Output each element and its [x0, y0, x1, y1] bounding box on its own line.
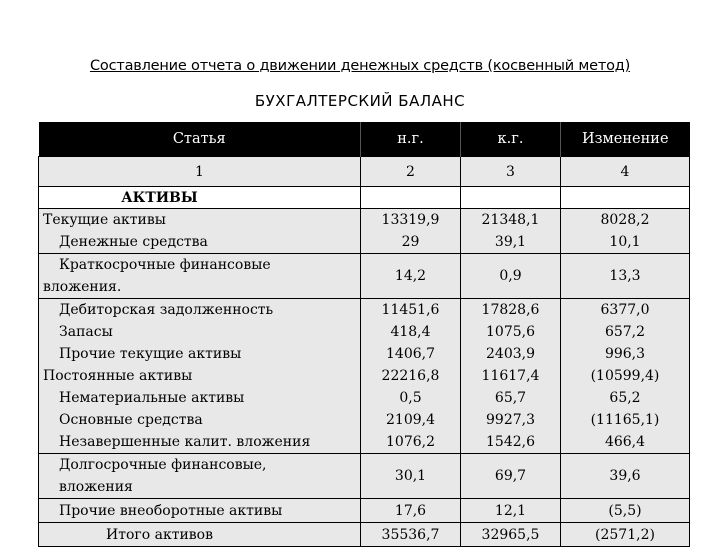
value-end-year: 11617,4 — [481, 368, 540, 384]
value-end-year: 12,1 — [461, 499, 561, 523]
value-change: 13,3 — [561, 254, 690, 299]
value-end-year: 17828,6 — [481, 302, 540, 318]
value-end-year: 0,9 — [461, 254, 561, 299]
value-change: 65,2 — [609, 390, 641, 406]
row-label: Прочие текущие активы — [59, 346, 242, 362]
value-start-year: 29 — [401, 234, 420, 250]
value-start-year: 1076,2 — [386, 434, 435, 450]
column-number: 1 — [39, 157, 361, 187]
column-header-item: Статья — [39, 122, 361, 157]
table-row — [39, 299, 690, 454]
value-start-year: 30,1 — [361, 454, 461, 499]
total-end-year: 32965,5 — [461, 523, 561, 547]
table-header-row — [39, 122, 690, 157]
value-end-year: 39,1 — [494, 234, 527, 250]
row-label: Краткосрочные финансовые — [59, 257, 271, 273]
value-change: (5,5) — [561, 499, 690, 523]
value-end-year: 65,7 — [494, 390, 527, 406]
row-label: Основные средства — [59, 412, 203, 428]
value-end-year: 2403,9 — [486, 346, 535, 362]
column-number: 2 — [361, 157, 461, 187]
value-start-year: 1406,7 — [386, 346, 435, 362]
page-title: Составление отчета о движении денежных средств (косвенный метод) — [89, 58, 631, 74]
value-change: 657,2 — [604, 324, 646, 340]
column-number: 3 — [461, 157, 561, 187]
value-end-year: 69,7 — [461, 454, 561, 499]
row-label-continued: вложения. — [43, 279, 122, 295]
value-change: (10599,4) — [590, 368, 660, 384]
value-start-year: 2109,4 — [386, 412, 435, 428]
balance-sheet-heading: БУХГАЛТЕРСКИЙ БАЛАНС — [254, 92, 466, 110]
value-start-year: 0,5 — [399, 390, 422, 406]
row-label: Денежные средства — [59, 234, 208, 250]
column-number: 4 — [561, 157, 690, 187]
section-title: АКТИВЫ — [39, 187, 361, 209]
table-row — [39, 454, 690, 499]
row-label: Долгосрочные финансовые, — [59, 457, 267, 473]
value-change: 6377,0 — [600, 302, 650, 318]
column-header-end-year: к.г. — [461, 122, 561, 157]
value-change: 10,1 — [609, 234, 641, 250]
row-label: Прочие внеоборотные активы — [59, 502, 283, 519]
value-start-year: 11451,6 — [381, 302, 440, 318]
total-label: Итого активов — [39, 523, 361, 547]
value-start-year: 17,6 — [361, 499, 461, 523]
value-start-year: 13319,9 — [381, 212, 440, 228]
table-row — [39, 499, 690, 523]
row-label: Незавершенные калит. вложения — [59, 434, 311, 450]
value-start-year: 22216,8 — [381, 368, 440, 384]
table-row — [39, 254, 690, 299]
row-label: Нематериальные активы — [59, 390, 245, 406]
value-start-year: 418,4 — [390, 324, 431, 340]
value-change: 39,6 — [561, 454, 690, 499]
row-label: Текущие активы — [43, 212, 166, 228]
value-end-year: 21348,1 — [481, 212, 540, 228]
column-header-change: Изменение — [561, 122, 690, 157]
value-end-year: 1075,6 — [486, 324, 535, 340]
value-end-year: 9927,3 — [486, 412, 535, 428]
row-label: Постоянные активы — [43, 368, 193, 384]
row-label-continued: вложения — [59, 479, 133, 495]
value-change: 8028,2 — [600, 212, 650, 228]
total-change: (2571,2) — [561, 523, 690, 547]
table-row — [39, 209, 690, 254]
value-change: 466,4 — [604, 434, 646, 450]
value-change: (11165,1) — [590, 412, 660, 428]
row-label: Дебиторская задолженность — [59, 302, 274, 318]
total-row — [39, 523, 690, 547]
section-row — [39, 187, 690, 209]
total-start-year: 35536,7 — [361, 523, 461, 547]
balance-sheet-table — [38, 122, 690, 547]
value-start-year: 14,2 — [361, 254, 461, 299]
value-end-year: 1542,6 — [486, 434, 535, 450]
row-label: Запасы — [59, 324, 113, 340]
value-change: 996,3 — [604, 346, 646, 362]
column-numbering-row — [39, 157, 690, 187]
column-header-start-year: н.г. — [361, 122, 461, 157]
